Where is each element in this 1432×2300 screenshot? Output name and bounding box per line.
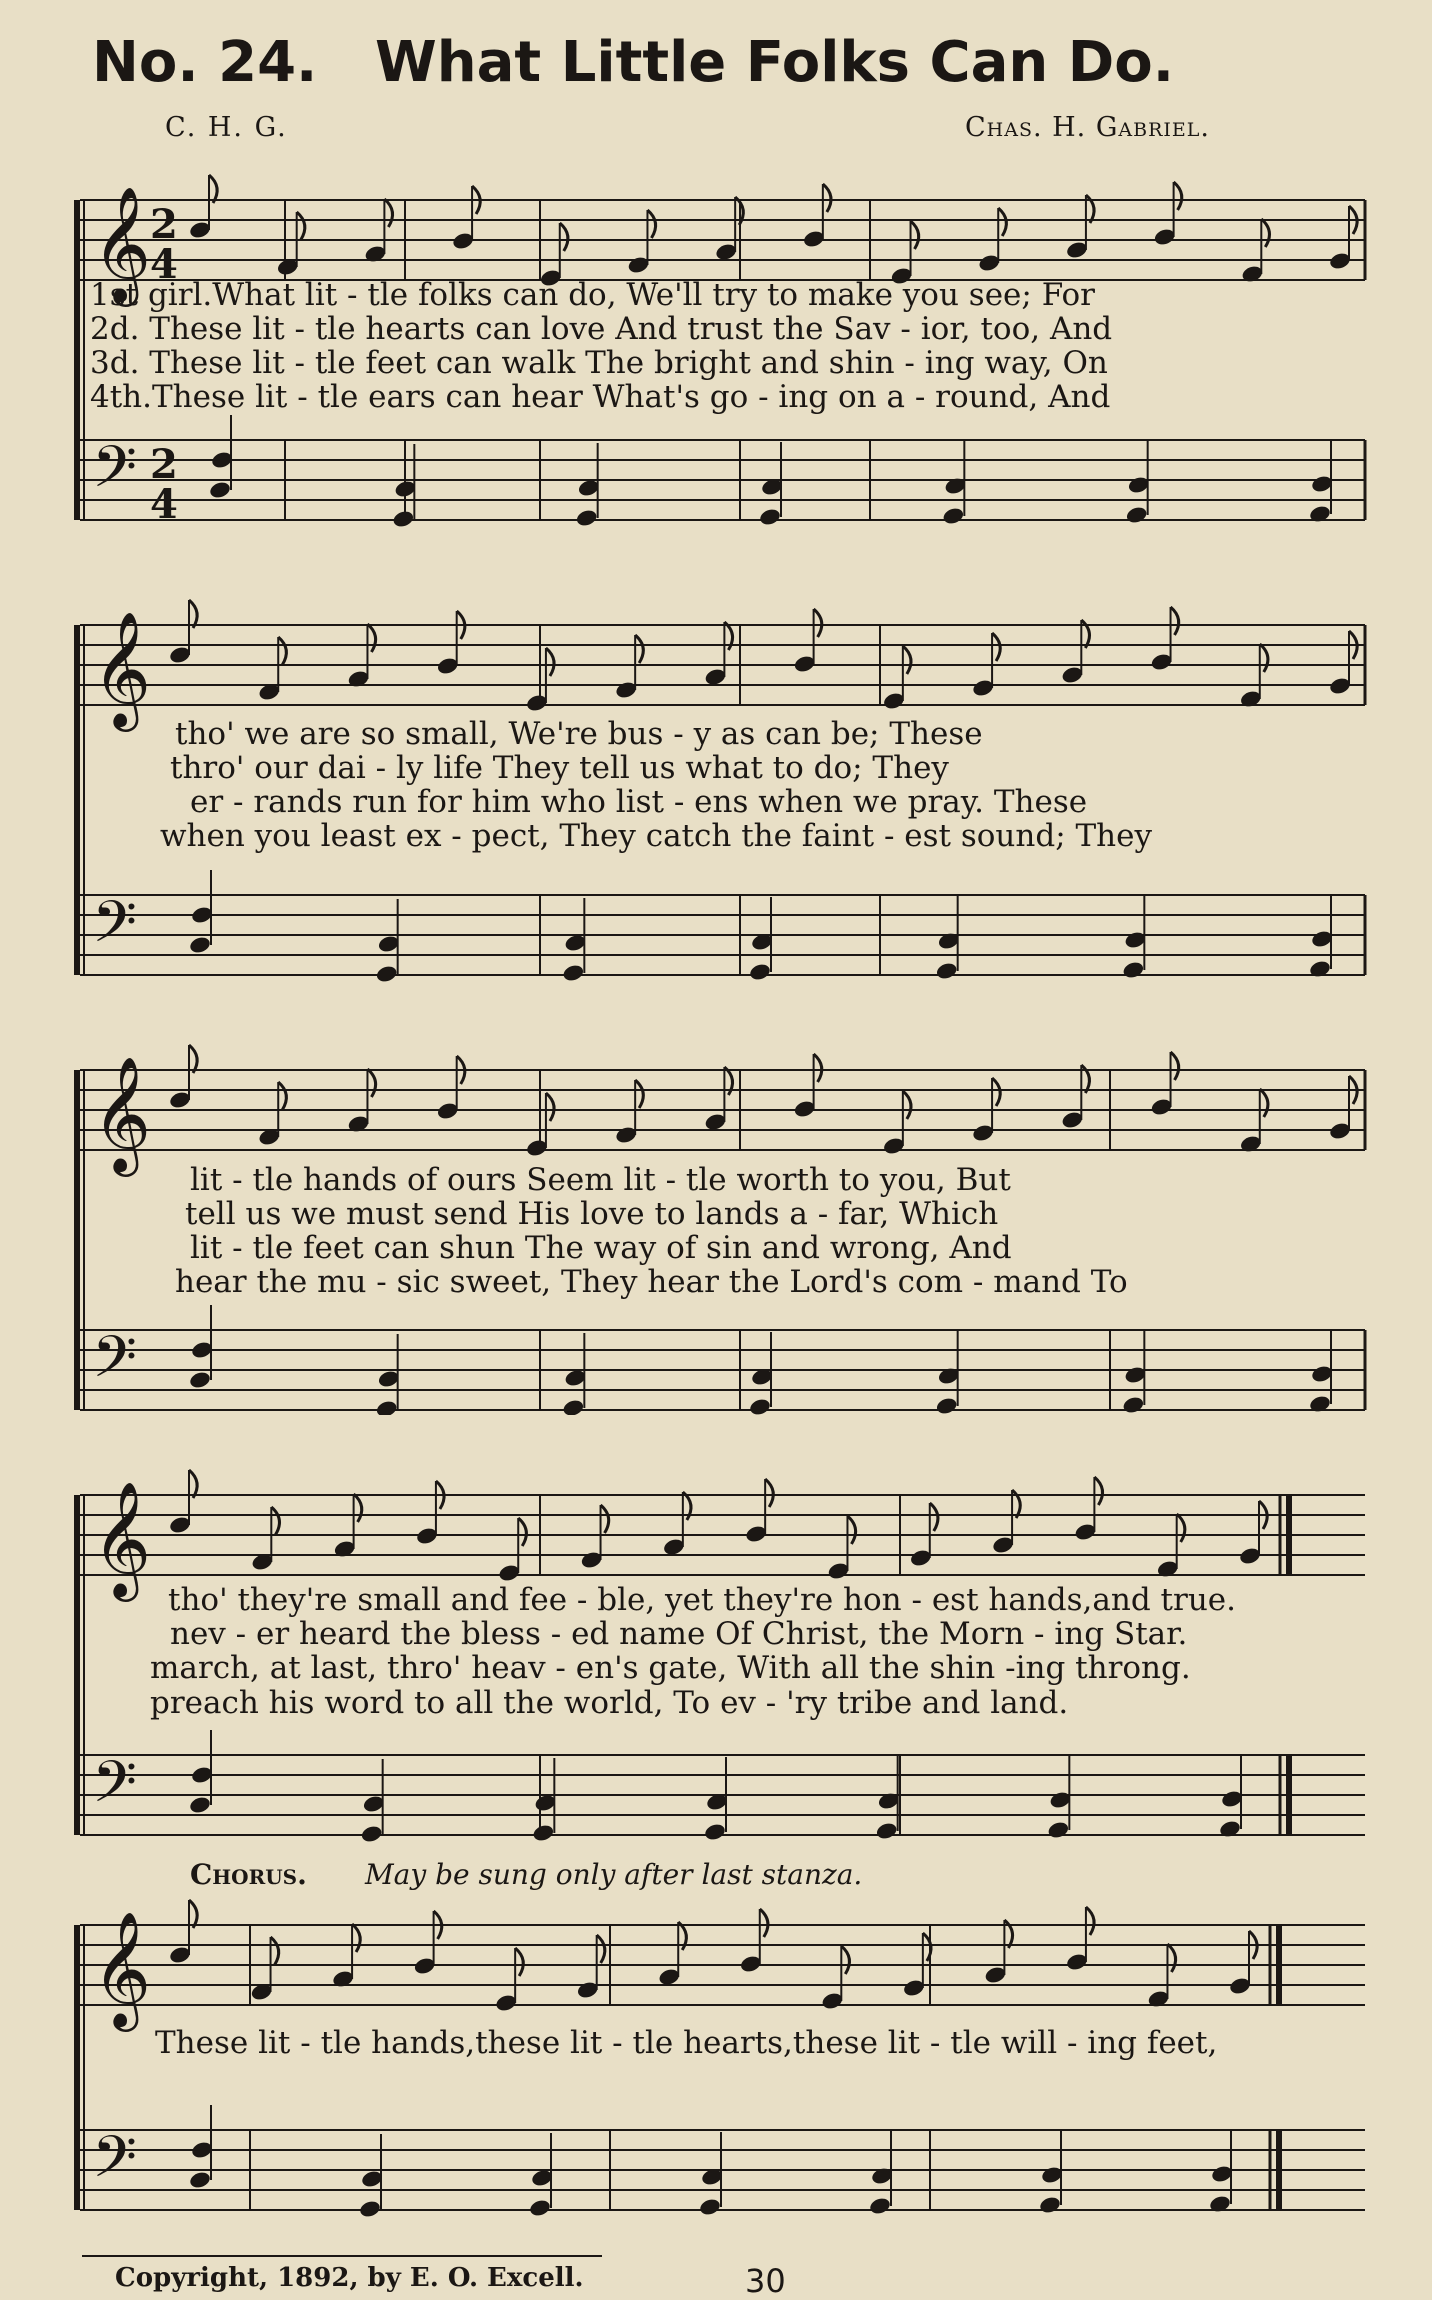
note-flag	[1261, 219, 1269, 247]
final-barline	[1286, 1755, 1292, 1835]
note-flag	[189, 600, 197, 628]
note-flag	[992, 1078, 1000, 1106]
lyricist-credit: C. H. G.	[165, 112, 288, 143]
bass-note-head	[528, 2198, 552, 2218]
bass-note-head	[188, 1795, 212, 1815]
chorus-instruction: May be sung only after last stanza.	[365, 1858, 863, 1891]
note-flag	[1094, 1477, 1102, 1505]
bass-clef: 𝄢	[92, 888, 138, 970]
bass-note-head	[1122, 960, 1146, 980]
note-flag	[189, 1900, 197, 1928]
bass-note-head	[392, 509, 416, 529]
note-flag	[354, 1494, 362, 1522]
note-flag	[271, 1507, 279, 1535]
lyric-line: 1st girl.What lit - tle folks can do, We'll try to make you see; For	[90, 277, 1095, 313]
page-number: 30	[745, 2262, 786, 2300]
bass-note-head	[562, 1398, 586, 1415]
note-flag	[760, 1909, 768, 1937]
note-flag	[814, 609, 822, 637]
bass-note-head	[208, 480, 232, 500]
music-system-5	[70, 1895, 1370, 2250]
note-flag	[1171, 607, 1179, 635]
treble-clef: 𝄞	[92, 185, 152, 302]
bass-time-top: 2	[150, 441, 178, 488]
composer-credit: Chas. H. Gabriel.	[965, 112, 1210, 143]
treble-clef: 𝄞	[92, 610, 152, 727]
note-flag	[367, 1069, 375, 1097]
bass-note-head	[360, 1824, 384, 1844]
hymn-title: What Little Folks Can Do.	[375, 30, 1174, 95]
note-flag	[647, 210, 655, 238]
note-flag	[847, 1516, 855, 1544]
bass-note-head	[1038, 2195, 1062, 2215]
lyric-line: tho' they're small and fee - ble, yet they're hon - est hands,and true.	[168, 1582, 1237, 1618]
note-flag	[560, 223, 568, 251]
bass-note-head	[188, 2170, 212, 2190]
note-flag	[546, 648, 554, 676]
final-barline	[1276, 2130, 1282, 2210]
bass-note-head	[375, 964, 399, 984]
bass-note-head	[875, 1821, 899, 1841]
note-flag	[278, 1082, 286, 1110]
grand-staff-5	[70, 1895, 1370, 2250]
bass-clef: 𝄢	[92, 2123, 138, 2205]
system-bracket	[74, 1495, 80, 1835]
note-flag	[930, 1503, 938, 1531]
note-flag	[911, 221, 919, 249]
note-flag	[814, 1054, 822, 1082]
bass-note-head	[868, 2196, 892, 2216]
note-flag	[998, 208, 1006, 236]
bass-note-head	[748, 1397, 772, 1415]
copyright-rule	[82, 2255, 602, 2257]
bass-note-head	[758, 507, 782, 527]
note-flag	[515, 1948, 523, 1976]
bass-note-head	[942, 506, 966, 526]
note-flag	[271, 1937, 279, 1965]
bass-note-head	[1122, 1395, 1146, 1415]
note-flag	[1260, 644, 1268, 672]
note-flag	[209, 175, 217, 203]
system-bracket	[74, 625, 80, 975]
bass-note-head	[935, 1396, 959, 1415]
note-flag	[352, 1924, 360, 1952]
lyric-line: 2d. These lit - tle hearts can love And trust the Sav - ior, too, And	[90, 311, 1113, 347]
bass-note-head	[1125, 505, 1149, 525]
lyric-line: 4th.These lit - tle ears can hear What's go - ing on a - round, And	[90, 379, 1111, 415]
lyric-line: nev - er heard the bless - ed name Of Christ, the Morn - ing Star.	[170, 1616, 1188, 1652]
copyright-notice: Copyright, 1892, by E. O. Excell.	[115, 2263, 584, 2293]
bass-note-head	[358, 2199, 382, 2219]
final-barline	[1276, 1925, 1282, 2005]
lyric-line: lit - tle feet can shun The way of sin and wrong, And	[190, 1230, 1012, 1266]
note-flag	[1171, 1052, 1179, 1080]
note-flag	[518, 1518, 526, 1546]
note-flag	[601, 1505, 609, 1533]
note-flag	[841, 1946, 849, 1974]
note-flag	[903, 646, 911, 674]
lyric-line: tho' we are so small, We're bus - y as can be; These	[175, 716, 983, 752]
note-flag	[367, 624, 375, 652]
bass-note-head	[1047, 1820, 1071, 1840]
treble-clef: 𝄞	[92, 1480, 152, 1597]
hymn-number: No. 24.	[92, 30, 318, 95]
note-flag	[384, 199, 392, 227]
lyric-line: lit - tle hands of ours Seem lit - tle worth to you, But	[190, 1162, 1011, 1198]
note-flag	[597, 1935, 605, 1963]
bass-clef: 𝄢	[92, 1323, 138, 1405]
treble-clef: 𝄞	[92, 1055, 152, 1172]
lyric-line: thro' our dai - ly life They tell us what to do; They	[170, 750, 949, 786]
final-barline	[1286, 1495, 1292, 1575]
note-flag	[635, 635, 643, 663]
bass-note-head	[935, 961, 959, 981]
lyric-line: hear the mu - sic sweet, They hear the Lord's com - mand To	[175, 1264, 1128, 1300]
bass-note-head	[703, 1822, 727, 1842]
note-flag	[992, 633, 1000, 661]
note-flag	[189, 1045, 197, 1073]
bass-note-head	[698, 2197, 722, 2217]
note-flag	[823, 184, 831, 212]
note-flag	[189, 1470, 197, 1498]
bass-note-head	[188, 1370, 212, 1390]
note-flag	[546, 1093, 554, 1121]
bass-note-head	[532, 1823, 556, 1843]
treble-time-top: 2	[150, 201, 178, 248]
bass-time-bottom: 4	[150, 481, 178, 528]
note-flag	[903, 1091, 911, 1119]
bass-note-head	[562, 963, 586, 983]
lyric-line: when you least ex - pect, They catch the faint - est sound; They	[160, 818, 1152, 854]
note-flag	[297, 212, 305, 240]
note-flag	[1086, 1907, 1094, 1935]
lyric-line: preach his word to all the world, To ev - 'ry tribe and land.	[150, 1685, 1069, 1721]
system-bracket	[74, 1070, 80, 1410]
lyric-line: tell us we must send His love to lands a - far, Which	[185, 1196, 999, 1232]
note-flag	[635, 1080, 643, 1108]
treble-clef: 𝄞	[92, 1910, 152, 2027]
note-flag	[1177, 1514, 1185, 1542]
bass-note-head	[575, 508, 599, 528]
lyric-line: 3d. These lit - tle feet can walk The bright and shin - ing way, On	[90, 345, 1108, 381]
note-flag	[765, 1479, 773, 1507]
bass-note-head	[188, 935, 212, 955]
note-flag	[1260, 1089, 1268, 1117]
chorus-label: Chorus.	[190, 1858, 307, 1891]
lyric-line: These lit - tle hands,these lit - tle hearts,these lit - tle will - ing feet,	[155, 2025, 1218, 2061]
note-flag	[1174, 182, 1182, 210]
bass-note-head	[748, 962, 772, 982]
treble-time-bottom: 4	[150, 241, 178, 288]
bass-clef: 𝄢	[92, 1748, 138, 1830]
bass-note-head	[375, 1399, 399, 1415]
note-flag	[1167, 1944, 1175, 1972]
note-flag	[278, 637, 286, 665]
lyric-line: march, at last, thro' heav - en's gate, With all the shin -ing throng.	[150, 1650, 1191, 1686]
system-bracket	[74, 1925, 80, 2210]
system-bracket	[74, 200, 80, 520]
lyric-line: er - rands run for him who list - ens when we pray. These	[190, 784, 1088, 820]
bass-clef: 𝄢	[92, 433, 138, 515]
